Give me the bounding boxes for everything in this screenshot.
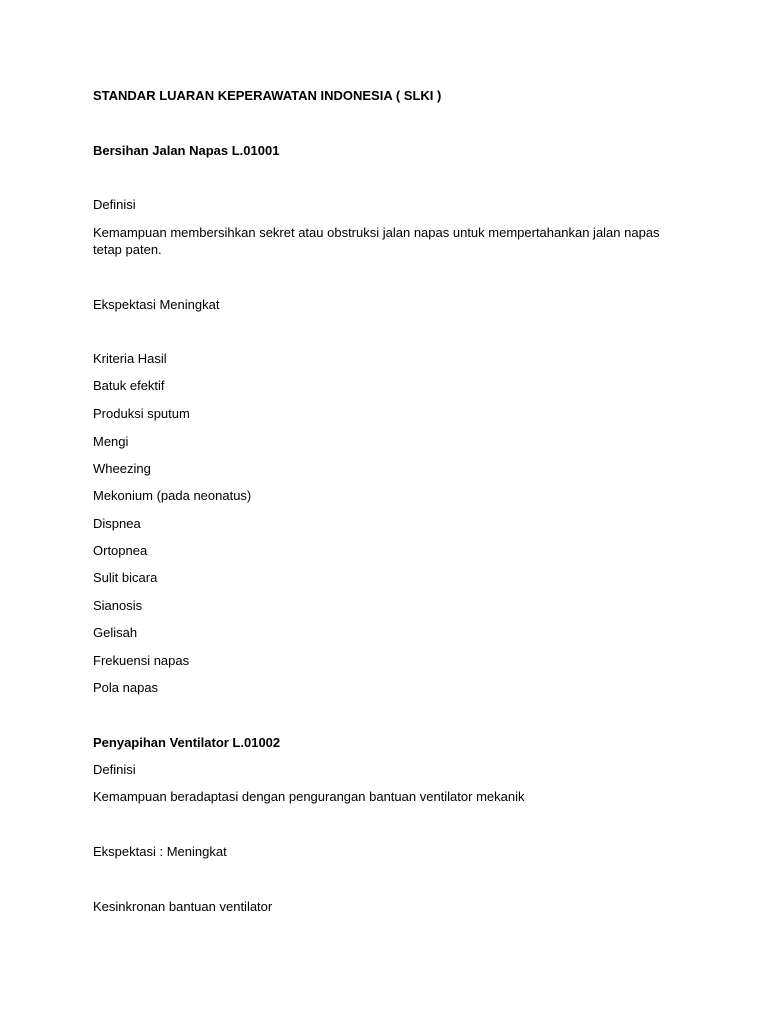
- kriteria-item: Pola napas: [93, 680, 159, 695]
- kriteria-item: Wheezing: [93, 461, 151, 476]
- definisi-label: Definisi: [93, 197, 136, 212]
- kriteria-item: Gelisah: [93, 625, 138, 640]
- kriteria-item: Ortopnea: [93, 543, 148, 558]
- definisi-text: Kemampuan beradaptasi dengan pengurangan bantuan ventilator mekanik: [93, 789, 525, 804]
- kriteria-item: Sulit bicara: [93, 570, 158, 585]
- kriteria-hasil-label: Kriteria Hasil: [93, 351, 167, 366]
- definisi-label: Definisi: [93, 762, 136, 777]
- definisi-text-line-1: Kemampuan membersihkan sekret atau obstruksi jalan napas untuk mempertahankan jalan napas: [93, 225, 660, 240]
- kriteria-item: Produksi sputum: [93, 406, 190, 421]
- ekspektasi-text: Ekspektasi Meningkat: [93, 297, 220, 312]
- kriteria-item: Sianosis: [93, 598, 143, 613]
- section-heading-bersihan-jalan-napas: Bersihan Jalan Napas L.01001: [93, 143, 280, 158]
- ekspektasi-text: Ekspektasi : Meningkat: [93, 844, 227, 859]
- kriteria-item: Batuk efektif: [93, 378, 165, 393]
- section-heading-penyapihan-ventilator: Penyapihan Ventilator L.01002: [93, 735, 281, 750]
- kriteria-item: Frekuensi napas: [93, 653, 190, 668]
- kriteria-item: Mekonium (pada neonatus): [93, 488, 252, 503]
- kriteria-item: Dispnea: [93, 516, 141, 531]
- kriteria-item: Kesinkronan bantuan ventilator: [93, 899, 273, 914]
- definisi-text-line-2: tetap paten.: [93, 242, 162, 257]
- document-title: STANDAR LUARAN KEPERAWATAN INDONESIA ( SLKI ): [93, 88, 442, 103]
- kriteria-item: Mengi: [93, 434, 129, 449]
